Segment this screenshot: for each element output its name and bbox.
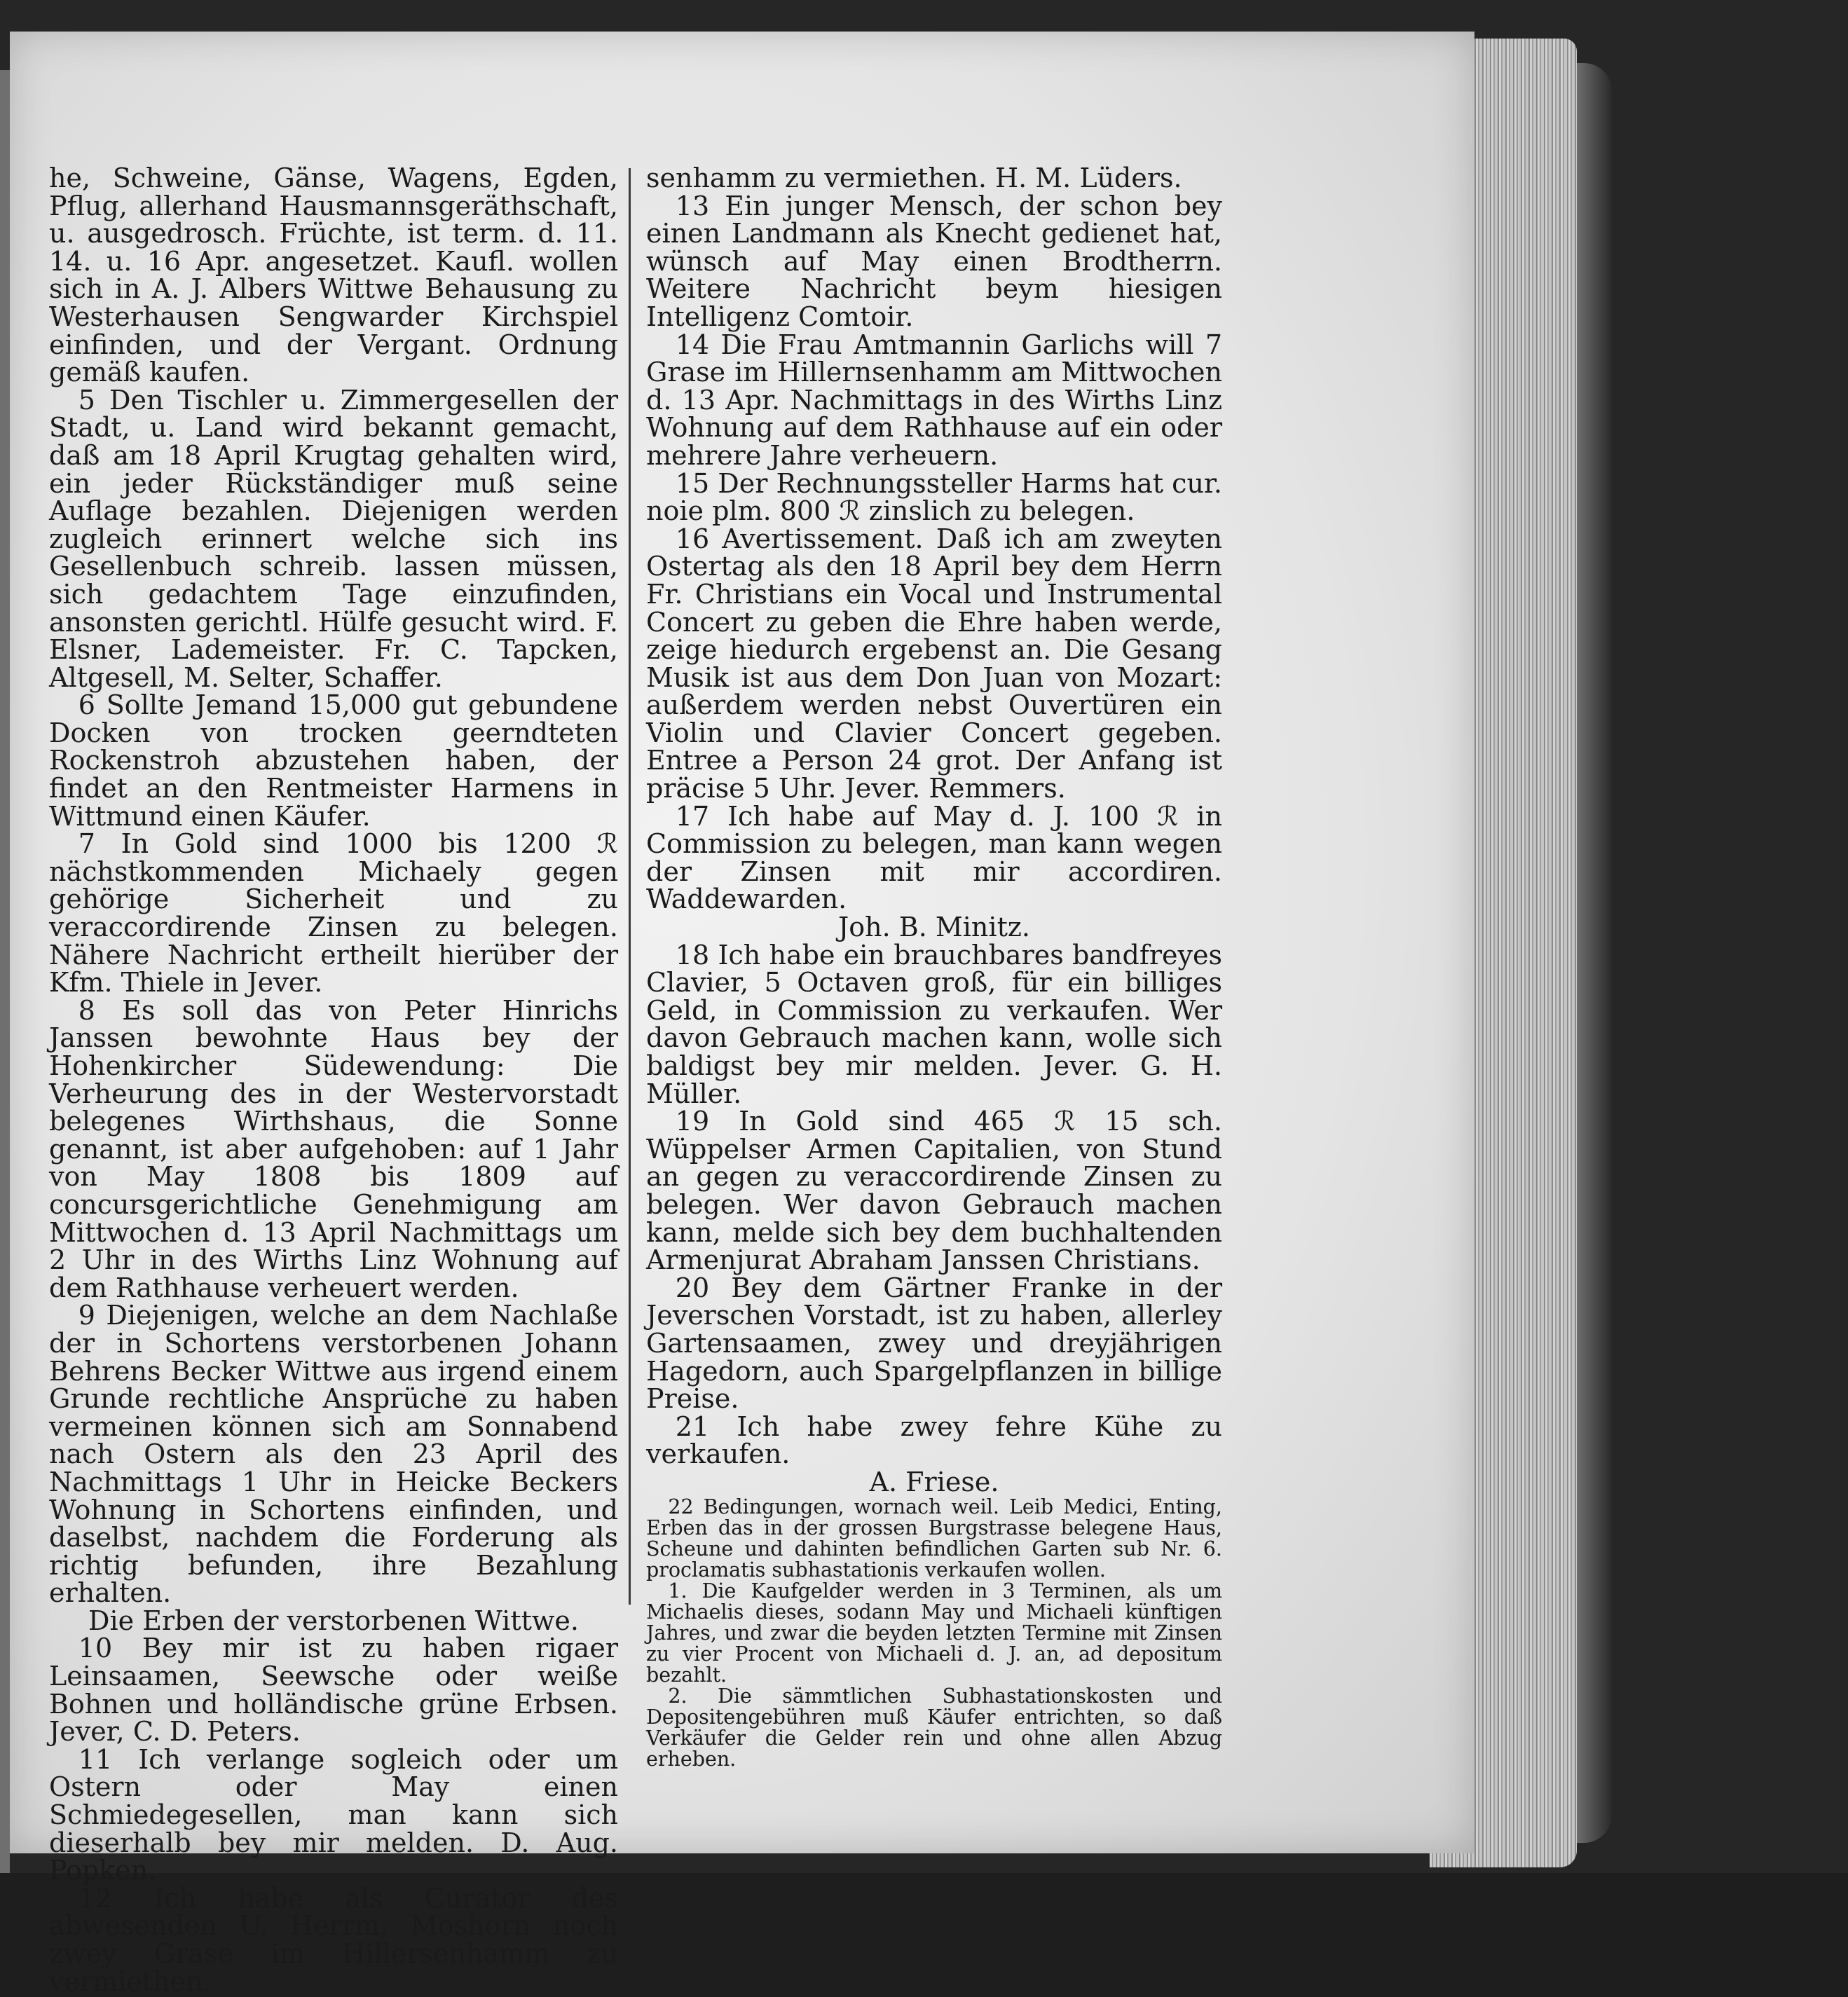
notice-12: 12 Ich habe als Curator des abwesenden U. Herrm. Moshorn noch zwey Grase im Hillersenhamm zu vermiethen. xyxy=(49,1882,618,1997)
notice-8: 8 Es soll das von Peter Hinrichs Janssen bewohnte Haus bey der Hohenkircher Südewendung: Die Verheurung des in der Westervorstadt belegenes Wirthshaus, die Sonne genannt, ist aber aufgehoben: auf 1 Jahr von May 1808 bis 1809 auf concursgerichtliche Genehmigung am Mittwochen d. 13 April Nachmittags um 2 Uhr in des Wirths Linz Wohnung auf dem Rathhause verheuert werden. xyxy=(49,994,618,1303)
notice-22: 22 Bedingungen, wornach weil. Leib Medici, Enting, Erben das in der grossen Burgstrasse belegene Haus, Scheune und dahinten befindlichen Garten sub Nr. 6. proclamatis subhastationis verkaufen wollen. xyxy=(646,1495,1222,1581)
continued-notice: he, Schweine, Gänse, Wagens, Egden, Pflug, allerhand Hausmannsgeräthschaft, u. ausgedrosch. Früchte, ist term. d. 11. 14. u. 16 Apr. angesetzet. Kaufl. wollen sich in A. J. Albers Wittwe Behausung zu Westerhausen Sengwarder Kirchspiel einfinden, und der Vergant. Ordnung gemäß kaufen. xyxy=(49,163,618,388)
notice-9: 9 Diejenigen, welche an dem Nachlaße der in Schortens verstorbenen Johann Behrens Becker Wittwe aus irgend einem Grunde rechtliche Ansprüche zu haben vermeinen können sich am Sonnabend nach Ostern als den 23 April des Nachmittags 1 Uhr in Heicke Beckers Wohnung in Schortens einfinden, und daselbst, nachdem die Forderung als richtig befunden, ihre Bezahlung erhalten. xyxy=(49,1300,618,1609)
notice-20: 20 Bey dem Gärtner Franke in der Jeverschen Vorstadt, ist zu haben, allerley Gartensaamen, zwey und dreyjährigen Hagedorn, auch Spargelpflanzen in billige Preise. xyxy=(646,1272,1222,1415)
notice-9-signature: Die Erben der verstorbenen Wittwe. xyxy=(88,1605,579,1636)
column-divider xyxy=(629,168,631,1605)
notice-21-signature: A. Friese. xyxy=(869,1466,999,1497)
notice-17: 17 Ich habe auf May d. J. 100 ℛ in Commission zu belegen, man kann wegen der Zinsen mit mir accordiren. Waddewarden. xyxy=(646,800,1222,915)
notice-21: 21 Ich habe zwey fehre Kühe zu verkaufen. xyxy=(646,1411,1222,1470)
notice-22-condition-1: 1. Die Kaufgelder werden in 3 Terminen, als um Michaelis dieses, sodann May und Michaeli künftigen Jahres, und zwar die beyden letzten Termine mit Zinsen zu vier Procent von Michaeli d. J. an, ad depositum bezahlt. xyxy=(646,1579,1222,1687)
previous-page-edge xyxy=(0,70,10,1873)
notice-15: 15 Der Rechnungssteller Harms hat cur. noie plm. 800 ℛ zinslich zu belegen. xyxy=(646,467,1222,527)
notice-14: 14 Die Frau Amtmannin Garlichs will 7 Grase im Hillernsenhamm am Mittwochen d. 13 Apr. Nachmittags in des Wirths Linz Wohnung auf dem Rathhause auf ein oder mehrere Jahre verheuern. xyxy=(646,329,1222,471)
notice-5: 5 Den Tischler u. Zimmergesellen der Stadt, u. Land wird bekannt gemacht, daß am 18 April Krugtag gehalten wird, ein jeder Rückständiger muß seine Auflage bezahlen. Diejenigen werden zugleich erinnert welche sich ins Gesellenbuch schreib. lassen müssen, sich gedachtem Tage einzufinden, ansonsten gerichtl. Hülfe gesucht wird. F. Elsner, Lademeister. Fr. C. Tapcken, Altgesell, M. Selter, Schaffer. xyxy=(49,384,618,693)
notice-17-signature: Joh. B. Minitz. xyxy=(838,912,1030,943)
notice-22-condition-2: 2. Die sämmtlichen Subhastationskosten und Depositengebühren muß Käufer entrichten, so daß Verkäufer die Gelder rein und ohne allen Abzug erheben. xyxy=(646,1684,1222,1771)
notice-18: 18 Ich habe ein brauchbares bandfreyes Clavier, 5 Octaven groß, für ein billiges Geld, in Commission zu verkaufen. Wer davon Gebrauch machen kann, wolle sich baldigst bey mir melden. Jever. G. H. Müller. xyxy=(646,939,1222,1109)
notice-7: 7 In Gold sind 1000 bis 1200 ℛ nächstkommenden Michaely gegen gehörige Sicherheit und zu veraccordirende Zinsen zu belegen. Nähere Nachricht ertheilt hierüber der Kfm. Thiele in Jever. xyxy=(49,828,618,998)
notice-6: 6 Sollte Jemand 15,000 gut gebundene Docken von trocken geerndteten Rockenstroh abzustehen haben, der findet an den Rentmeister Harmens in Wittmund einen Käufer. xyxy=(49,689,618,832)
newspaper-page xyxy=(10,32,1474,1997)
notice-13: 13 Ein junger Mensch, der schon bey einen Landmann als Knecht gedienet hat, wünsch auf May einen Brodtherrn. Weitere Nachricht beym hiesigen Intelligenz Comtoir. xyxy=(646,190,1222,332)
notice-12-ending: senhamm zu vermiethen. H. M. Lüders. xyxy=(646,163,1182,193)
notice-10: 10 Bey mir ist zu haben rigaer Leinsaamen, Seewsche oder weiße Bohnen und holländische grüne Erbsen. Jever, C. D. Peters. xyxy=(49,1633,618,1748)
right-column xyxy=(646,165,1222,1770)
notice-19: 19 In Gold sind 465 ℛ 15 sch. Wüppelser Armen Capitalien, von Stund an gegen zu veraccordirende Zinsen zu belegen. Wer davon Gebrauch machen kann, melde sich bey dem buchhaltenden Armenjurat Abraham Janssen Christians. xyxy=(646,1106,1222,1276)
notice-16: 16 Avertissement. Daß ich am zweyten Ostertag als den 18 April bey dem Herrn Fr. Christians ein Vocal und Instrumental Concert zu geben die Ehre haben werde, zeige hiedurch ergebenst an. Die Gesang Musik ist aus dem Don Juan von Mozart: außerdem werden nebst Ouvertüren ein Violin und Clavier Concert gegeben. Entree a Person 24 grot. Der Anfang ist präcise 5 Uhr. Jever. Remmers. xyxy=(646,523,1222,804)
notice-11: 11 Ich verlange sogleich oder um Ostern oder May einen Schmiedegesellen, man kann sich dieserhalb bey mir melden. D. Aug. Popken. xyxy=(49,1743,618,1886)
left-column xyxy=(49,165,618,1996)
